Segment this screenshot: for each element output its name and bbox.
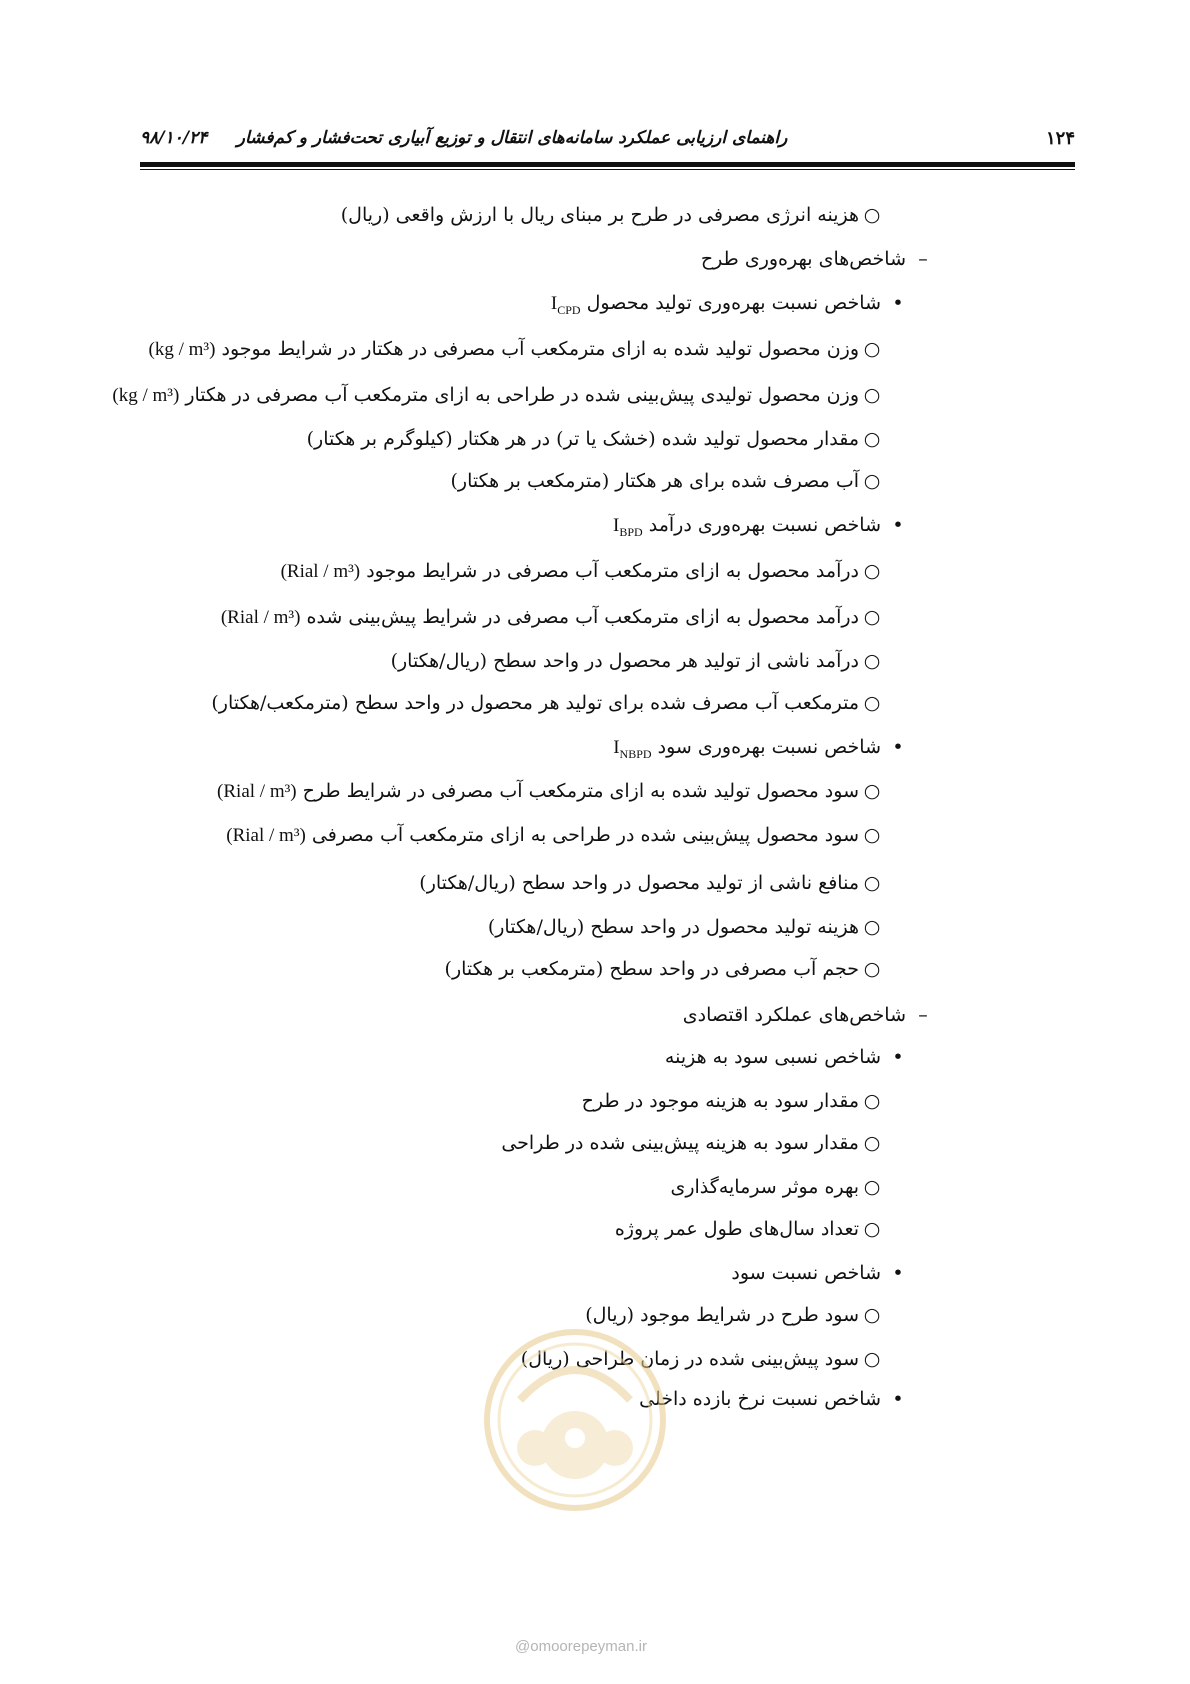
item-text: مقدار سود به هزینه پیش‌بینی شده در طراحی: [501, 1132, 859, 1154]
sub-item: [615, 1214, 885, 1244]
header-title: راهنمای ارزیابی عملکرد سامانه‌های انتقال و توزیع آبیاری تحت‌فشار و کم‌فشار: [236, 128, 788, 148]
item-text: سود محصول تولید شده به ازای مترمکعب آب مصرفی در شرایط طرح: [302, 780, 859, 802]
item-text: آب مصرف شده برای هر هکتار (مترمکعب بر هکتار): [450, 470, 859, 492]
index-symbol-base: I: [613, 737, 620, 758]
item-text: درآمد محصول به ازای مترمکعب آب مصرفی در شرایط موجود: [366, 560, 859, 582]
item-text: هزینه تولید محصول در واحد سطح (ریال/هکتار): [487, 916, 859, 938]
index-symbol-base: I: [613, 515, 620, 536]
circle-marker-icon: ○: [863, 916, 881, 938]
item-text: شاخص‌های عملکرد اقتصادی: [682, 1004, 906, 1026]
item-text: سود پیش‌بینی شده در زمان طراحی (ریال): [520, 1348, 859, 1370]
bullet-marker-icon: •: [892, 514, 904, 536]
bullet-item: [613, 732, 915, 769]
sub-item: [112, 380, 885, 411]
sub-item: [582, 1086, 885, 1116]
item-text: مترمکعب آب مصرف شده برای تولید هر محصول در واحد سطح (مترمکعب/هکتار): [211, 692, 859, 714]
unit-label: (kg / m³): [148, 339, 216, 360]
circle-marker-icon: ○: [863, 780, 881, 802]
circle-marker-icon: ○: [863, 204, 881, 226]
item-text: تعداد سال‌های طول عمر پروژه: [614, 1218, 859, 1240]
circle-marker-icon: ○: [863, 1218, 881, 1240]
circle-marker-icon: ○: [863, 958, 881, 980]
index-symbol: [613, 737, 652, 761]
item-text: سود محصول پیش‌بینی شده در طراحی به ازای مترمکعب آب مصرفی: [311, 824, 859, 846]
sub-item: [488, 912, 885, 942]
circle-marker-icon: ○: [863, 1090, 881, 1112]
sub-item: [670, 1172, 885, 1202]
index-symbol: [550, 293, 581, 317]
item-text: وزن محصول تولید شده به ازای مترمکعب آب مصرفی در هکتار در شرایط موجود: [221, 338, 859, 360]
circle-marker-icon: ○: [863, 470, 881, 492]
unit-label: (Rial / m³): [280, 561, 361, 582]
bullet-marker-icon: •: [892, 1262, 904, 1284]
watermark-logo: [480, 1320, 670, 1520]
sub-item: [221, 602, 885, 633]
item-text: هزینه انرژی مصرفی در طرح بر مبنای ریال با ارزش واقعی (ریال): [340, 204, 859, 226]
item-text: شاخص نسبت نرخ بازده داخلی: [639, 1388, 881, 1410]
bullet-marker-icon: •: [892, 736, 904, 758]
index-symbol-subscript: CPD: [557, 302, 581, 317]
bullet-item: [639, 1384, 915, 1414]
item-text: حجم آب مصرفی در واحد سطح (مترمکعب بر هکتار): [444, 958, 859, 980]
dash-marker-icon: –: [918, 1004, 928, 1026]
circle-marker-icon: ○: [863, 872, 881, 894]
item-text: بهره موثر سرمایه‌گذاری: [670, 1176, 859, 1198]
item-text: مقدار سود به هزینه موجود در طرح: [581, 1090, 859, 1112]
index-symbol-subscript: NBPD: [619, 746, 652, 761]
running-title: [140, 128, 787, 148]
sub-item: [211, 688, 885, 718]
sub-item: [451, 466, 886, 496]
item-text: درآمد ناشی از تولید هر محصول در واحد سطح (ریال/هکتار): [390, 650, 859, 672]
item-text: درآمد محصول به ازای مترمکعب آب مصرفی در شرایط پیش‌بینی شده: [306, 606, 859, 628]
sub-item: [281, 556, 885, 587]
bullet-item: [613, 510, 915, 547]
item-text: شاخص‌های بهره‌وری طرح: [700, 248, 906, 270]
circle-marker-icon: ○: [863, 1304, 881, 1326]
sub-item: [445, 954, 885, 984]
circle-marker-icon: ○: [863, 560, 881, 582]
circle-marker-icon: ○: [863, 650, 881, 672]
item-text: شاخص نسبی سود به هزینه: [664, 1046, 881, 1068]
bullet-item: [665, 1042, 915, 1072]
item-text: منافع ناشی از تولید محصول در واحد سطح (ریال/هکتار): [419, 872, 859, 894]
dash-marker-icon: –: [918, 248, 928, 270]
watermark-url: @omoorepeyman.ir: [515, 1638, 647, 1655]
bullet-item: [731, 1258, 915, 1288]
unit-label: (Rial / m³): [220, 607, 301, 628]
index-symbol: [613, 515, 643, 539]
index-symbol-base: I: [550, 293, 558, 314]
item-text: مقدار محصول تولید شده (خشک یا تر) در هر هکتار (کیلوگرم بر هکتار): [306, 428, 859, 450]
unit-label: (Rial / m³): [226, 825, 306, 846]
sub-item: [501, 1128, 885, 1158]
page-number: ۱۲۴: [1045, 128, 1075, 149]
sub-item: [226, 820, 885, 851]
header-date: ۹۸/۱۰/۲۴: [140, 128, 208, 148]
item-text: وزن محصول تولیدی پیش‌بینی شده در طراحی به ازای مترمکعب آب مصرفی در هکتار: [185, 384, 859, 406]
sub-item: [341, 200, 885, 230]
section-heading: [683, 1000, 940, 1030]
item-text: شاخص نسبت بهره‌وری درآمد: [648, 514, 881, 536]
circle-marker-icon: ○: [863, 692, 881, 714]
circle-marker-icon: ○: [863, 824, 881, 846]
circle-marker-icon: ○: [863, 1176, 881, 1198]
bullet-item: [551, 288, 915, 325]
sub-item: [149, 334, 885, 365]
sub-item: [307, 424, 885, 454]
item-text: شاخص نسبت بهره‌وری تولید محصول: [586, 292, 881, 314]
item-text: سود طرح در شرایط موجود (ریال): [585, 1304, 859, 1326]
section-heading: [701, 244, 940, 274]
sub-item: [217, 776, 885, 807]
bullet-marker-icon: •: [892, 1046, 904, 1068]
unit-label: (Rial / m³): [217, 781, 297, 802]
header-rule-thin: [140, 169, 1075, 170]
circle-marker-icon: ○: [863, 338, 881, 360]
sub-item: [391, 646, 885, 676]
sub-item: [419, 868, 885, 898]
circle-marker-icon: ○: [863, 1132, 881, 1154]
circle-marker-icon: ○: [863, 384, 881, 406]
circle-marker-icon: ○: [863, 606, 881, 628]
page-header: [140, 120, 1075, 154]
bullet-marker-icon: •: [892, 292, 904, 314]
item-text: شاخص نسبت سود: [731, 1262, 881, 1284]
header-rule-thick: [140, 162, 1075, 167]
circle-marker-icon: ○: [863, 1348, 881, 1370]
item-text: شاخص نسبت بهره‌وری سود: [657, 736, 881, 758]
index-symbol-subscript: BPD: [619, 524, 643, 539]
unit-label: (kg / m³): [112, 385, 180, 406]
bullet-marker-icon: •: [892, 1388, 904, 1410]
circle-marker-icon: ○: [863, 428, 881, 450]
